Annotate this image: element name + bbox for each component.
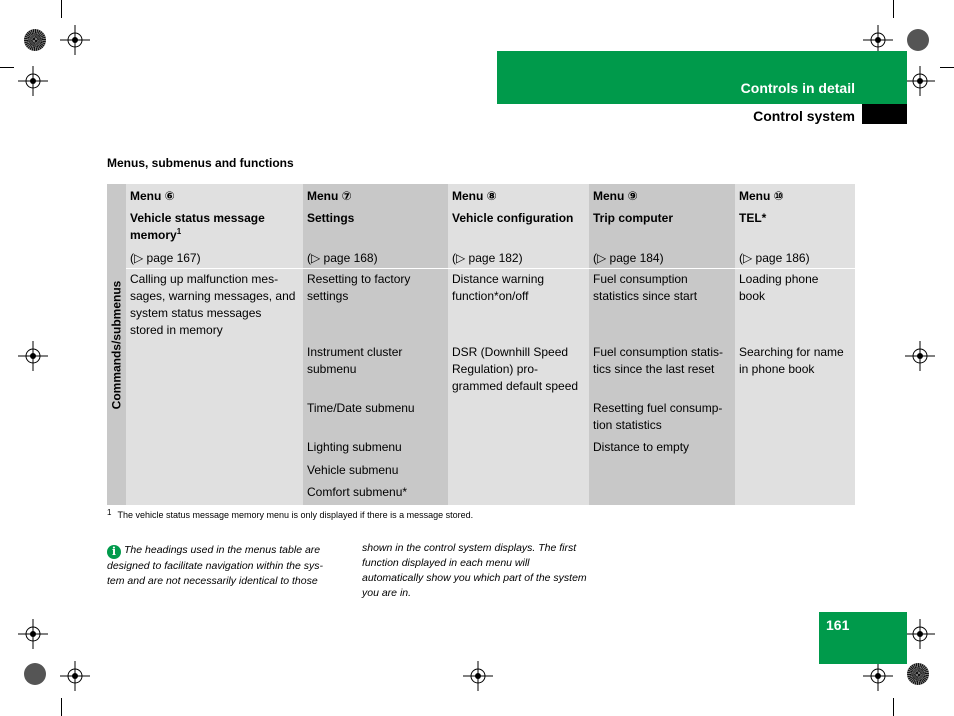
menu-items [303, 269, 448, 505]
menu-column-9 [589, 184, 735, 505]
menu-number: Menu ⑥ [130, 189, 175, 203]
menu-number: Menu ⑧ [452, 189, 497, 203]
crop-line [893, 698, 894, 716]
color-rosette-bottom-left [24, 663, 46, 685]
menu-items [735, 269, 855, 505]
menu-number: Menu ⑩ [739, 189, 784, 203]
list-item: Fuel consumption statistics since start [593, 272, 698, 303]
menu-header [303, 184, 448, 268]
info-note-col2 [362, 541, 607, 601]
info-line: automatically show you which part of the system [362, 572, 587, 584]
info-icon: i [107, 545, 121, 559]
side-label-column [107, 184, 126, 505]
registration-mark-icon [18, 66, 48, 96]
menu-name: Trip computer [593, 211, 674, 225]
registration-mark-icon [463, 661, 493, 691]
menu-header [126, 184, 303, 268]
page-number: 161 [826, 617, 850, 633]
side-label: Commands/submenus [109, 280, 123, 409]
info-line: tem and are not necessarily identical to those [107, 575, 318, 587]
menu-number: Menu ⑦ [307, 189, 352, 203]
menu-column-6 [126, 184, 303, 505]
crop-line [61, 0, 62, 18]
registration-mark-icon [905, 341, 935, 371]
menu-name: Vehicle status message memory$^1$ [130, 211, 265, 242]
crop-line [0, 67, 14, 68]
footnote-text: The vehicle status message memory menu is only displayed if there is a message stored. [117, 510, 474, 520]
list-item: stored in memory [130, 323, 223, 337]
menu-name: Vehicle configuration [452, 211, 574, 225]
header-divider [126, 268, 855, 269]
list-item: system status messages [130, 306, 262, 320]
list-item: sages, warning messages, and [130, 289, 296, 303]
page-reference: (▷ page 167) [130, 251, 201, 265]
info-note-col1 [107, 543, 352, 589]
menu-items [448, 269, 589, 505]
info-line: function displayed in each menu will [362, 557, 530, 569]
registration-mark-icon [863, 661, 893, 691]
section-title-header: Controls in detail [740, 80, 855, 96]
menu-name: Settings [307, 211, 355, 225]
info-line: designed to facilitate navigation within the sys- [107, 560, 323, 572]
crop-line [940, 67, 954, 68]
list-item: Fuel consumption statis- tics since the last reset [593, 345, 724, 376]
menus-table [107, 184, 855, 505]
page-reference: (▷ page 168) [307, 251, 378, 265]
info-line: The headings used in the menus table are [124, 544, 321, 556]
page-reference: (▷ page 186) [739, 251, 810, 265]
registration-mark-icon [905, 66, 935, 96]
info-line: shown in the control system displays. The first [362, 542, 577, 554]
list-item: Loading phone book [739, 272, 819, 303]
info-line: you are in. [362, 587, 412, 599]
menu-header [735, 184, 855, 268]
menu-items [126, 269, 303, 505]
subsection-header [497, 104, 855, 126]
subsection-title: Control system [753, 108, 855, 124]
list-item: Calling up malfunction mes- [130, 272, 279, 286]
list-item: Resetting to factory settings [307, 272, 411, 303]
list-item: Lighting submenu [307, 440, 402, 454]
registration-mark-icon [18, 619, 48, 649]
color-rosette-top-right [907, 29, 929, 51]
list-item: Instrument cluster submenu [307, 345, 403, 376]
menu-items [589, 269, 735, 505]
list-item: Searching for name in phone book [739, 345, 844, 376]
thumb-tab-marker [862, 104, 907, 124]
crop-line [61, 698, 62, 716]
menu-header [448, 184, 589, 268]
list-item: Distance to empty [593, 440, 690, 454]
registration-mark-icon [60, 661, 90, 691]
menu-number: Menu ⑨ [593, 189, 638, 203]
registration-mark-icon [60, 25, 90, 55]
menu-column-7 [303, 184, 448, 505]
list-item: DSR (Downhill Speed Regulation) pro- grammed default speed [452, 345, 579, 393]
page-reference: (▷ page 184) [593, 251, 664, 265]
menu-column-10 [735, 184, 855, 505]
section-header-bar [497, 51, 907, 104]
list-item: Time/Date submenu [307, 401, 415, 415]
footnote-number: 1 [107, 508, 112, 517]
page-reference: (▷ page 182) [452, 251, 523, 265]
list-item: Distance warning function*on/off [452, 272, 545, 303]
page-title: Menus, submenus and functions [107, 156, 294, 170]
color-rosette-bottom-right [907, 663, 929, 685]
footnote [107, 510, 473, 520]
crop-line [893, 0, 894, 18]
registration-mark-icon [18, 341, 48, 371]
menu-header [589, 184, 735, 268]
color-rosette-top-left [24, 29, 46, 51]
page-number-tab [819, 612, 907, 664]
menu-name: TEL* [739, 211, 767, 225]
menu-column-8 [448, 184, 589, 505]
list-item: Resetting fuel consump- tion statistics [593, 401, 723, 432]
registration-mark-icon [905, 619, 935, 649]
list-item: Vehicle submenu [307, 463, 399, 477]
list-item: Comfort submenu* [307, 485, 408, 499]
